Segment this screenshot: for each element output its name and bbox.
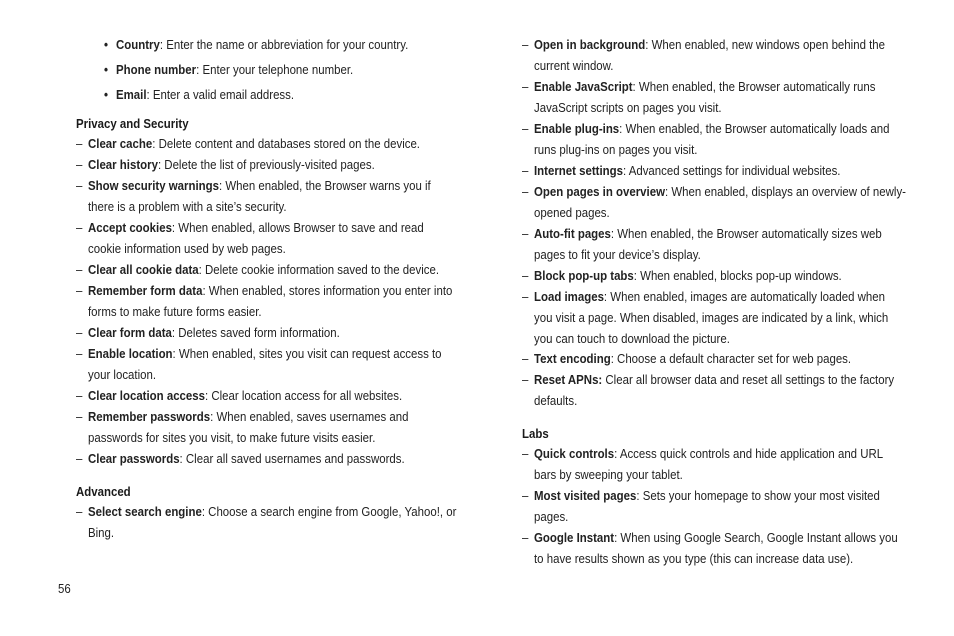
term: Enable JavaScript bbox=[534, 79, 633, 94]
term: Internet settings bbox=[534, 163, 623, 178]
description-continued: pages to fit your device’s display. bbox=[534, 247, 701, 262]
description-continued: forms to make future forms easier. bbox=[88, 304, 262, 319]
term: Clear cache bbox=[88, 136, 153, 151]
description: : Access quick controls and hide application and URL bbox=[614, 446, 884, 461]
term: Phone number bbox=[116, 62, 197, 77]
dash: – bbox=[522, 37, 529, 52]
description: : When enabled, saves usernames and bbox=[210, 409, 409, 424]
term: Quick controls bbox=[534, 446, 615, 461]
description-continued: there is a problem with a site’s security. bbox=[88, 199, 287, 214]
bullet-item bbox=[104, 59, 386, 80]
description: : When enabled, displays an overview of newly- bbox=[664, 184, 906, 199]
term: Clear form data bbox=[88, 325, 172, 340]
section-heading-labs: Labs bbox=[522, 426, 549, 441]
term: Open in background bbox=[534, 37, 646, 52]
description: : When using Google Search, Google Instant allows you bbox=[614, 530, 898, 545]
dash: – bbox=[76, 346, 83, 361]
dash: – bbox=[76, 283, 83, 298]
description-continued: pages. bbox=[534, 509, 569, 524]
dash: – bbox=[522, 289, 529, 304]
term: Clear location access bbox=[88, 388, 206, 403]
bullet-item bbox=[104, 34, 448, 55]
dash: – bbox=[522, 446, 529, 461]
description: : Delete the list of previously-visited pages. bbox=[157, 157, 375, 172]
description: : Sets your homepage to show your most visited bbox=[636, 488, 880, 503]
description: : Clear all saved usernames and passwords. bbox=[179, 451, 405, 466]
section-heading-privacy: Privacy and Security bbox=[76, 116, 189, 131]
description: : When enabled, allows Browser to save and read bbox=[171, 220, 424, 235]
description-continued: passwords for sites you visit, to make future visits easier. bbox=[88, 430, 376, 445]
description: : When enabled, images are automatically loaded when bbox=[603, 289, 886, 304]
dash: – bbox=[76, 409, 83, 424]
description: : Choose a search engine from Google, Yahoo!, or bbox=[201, 504, 457, 519]
description-continued: bars by sweeping your tablet. bbox=[534, 467, 683, 482]
term: Auto-fit pages bbox=[534, 226, 611, 241]
dash: – bbox=[76, 157, 83, 172]
dash: – bbox=[522, 184, 529, 199]
section-heading-advanced: Advanced bbox=[76, 484, 131, 499]
description: : Enter the name or abbreviation for your country. bbox=[159, 37, 409, 52]
dash: – bbox=[76, 388, 83, 403]
description: : When enabled, sites you visit can request access to bbox=[172, 346, 442, 361]
term: Remember passwords bbox=[88, 409, 211, 424]
term: Select search engine bbox=[88, 504, 202, 519]
description: : Delete cookie information saved to the device. bbox=[198, 262, 440, 277]
dash: – bbox=[522, 268, 529, 283]
description-continued: current window. bbox=[534, 58, 614, 73]
description-continued: defaults. bbox=[534, 393, 578, 408]
term: Text encoding bbox=[534, 351, 611, 366]
bullet-dot: • bbox=[104, 62, 109, 77]
description: : Enter a valid email address. bbox=[146, 87, 295, 102]
description: : Choose a default character set for web pages. bbox=[610, 351, 852, 366]
description-continued: JavaScript scripts on pages you visit. bbox=[534, 100, 722, 115]
description-continued: runs plug-ins on pages you visit. bbox=[534, 142, 698, 157]
description: : When enabled, blocks pop-up windows. bbox=[633, 268, 842, 283]
description: : When enabled, the Browser automatically loads and bbox=[619, 121, 890, 136]
description-continued: you can touch to download the picture. bbox=[534, 331, 730, 346]
term: Show security warnings bbox=[88, 178, 219, 193]
term: Open pages in overview bbox=[534, 184, 665, 199]
description: : When enabled, new windows open behind the bbox=[645, 37, 886, 52]
dash: – bbox=[76, 178, 83, 193]
term: Email bbox=[116, 87, 147, 102]
dash: – bbox=[76, 262, 83, 277]
description: : Enter your telephone number. bbox=[196, 62, 354, 77]
term: Reset APNs: bbox=[534, 372, 603, 387]
dash: – bbox=[522, 351, 529, 366]
term: Remember form data bbox=[88, 283, 203, 298]
description: : When enabled, the Browser automatically runs bbox=[632, 79, 876, 94]
dash: – bbox=[522, 372, 529, 387]
description: : Clear location access for all websites. bbox=[205, 388, 403, 403]
description: : When enabled, stores information you enter into bbox=[202, 283, 453, 298]
description: Clear all browser data and reset all settings to the factory bbox=[602, 372, 895, 387]
term: Country bbox=[116, 37, 160, 52]
description-continued: opened pages. bbox=[534, 205, 610, 220]
dash: – bbox=[522, 121, 529, 136]
description-continued: cookie information used by web pages. bbox=[88, 241, 286, 256]
description: : When enabled, the Browser automatically sizes web bbox=[610, 226, 882, 241]
bullet-item bbox=[104, 84, 318, 105]
term: Clear passwords bbox=[88, 451, 180, 466]
term: Load images bbox=[534, 289, 604, 304]
description-continued: you visit a page. When disabled, images are indicated by a link, which bbox=[534, 310, 889, 325]
dash: – bbox=[76, 504, 83, 519]
description-continued: to have results shown as you type (this can increase data use). bbox=[534, 551, 854, 566]
term: Enable plug-ins bbox=[534, 121, 620, 136]
term: Enable location bbox=[88, 346, 173, 361]
page-number: 56 bbox=[58, 581, 71, 596]
term: Google Instant bbox=[534, 530, 615, 545]
description: : When enabled, the Browser warns you if bbox=[218, 178, 431, 193]
dash: – bbox=[522, 163, 529, 178]
dash: – bbox=[522, 488, 529, 503]
description-continued: Bing. bbox=[88, 525, 115, 540]
description: : Delete content and databases stored on the device. bbox=[152, 136, 420, 151]
dash: – bbox=[522, 530, 529, 545]
term: Clear history bbox=[88, 157, 158, 172]
term: Most visited pages bbox=[534, 488, 637, 503]
term: Block pop-up tabs bbox=[534, 268, 634, 283]
description: : Advanced settings for individual websites. bbox=[622, 163, 841, 178]
dash: – bbox=[76, 325, 83, 340]
dash: – bbox=[76, 220, 83, 235]
term: Accept cookies bbox=[88, 220, 172, 235]
description: : Deletes saved form information. bbox=[171, 325, 340, 340]
bullet-dot: • bbox=[104, 87, 109, 102]
dash: – bbox=[522, 79, 529, 94]
dash: – bbox=[76, 136, 83, 151]
term: Clear all cookie data bbox=[88, 262, 199, 277]
dash: – bbox=[522, 226, 529, 241]
bullet-dot: • bbox=[104, 37, 109, 52]
dash: – bbox=[76, 451, 83, 466]
description-continued: your location. bbox=[88, 367, 157, 382]
